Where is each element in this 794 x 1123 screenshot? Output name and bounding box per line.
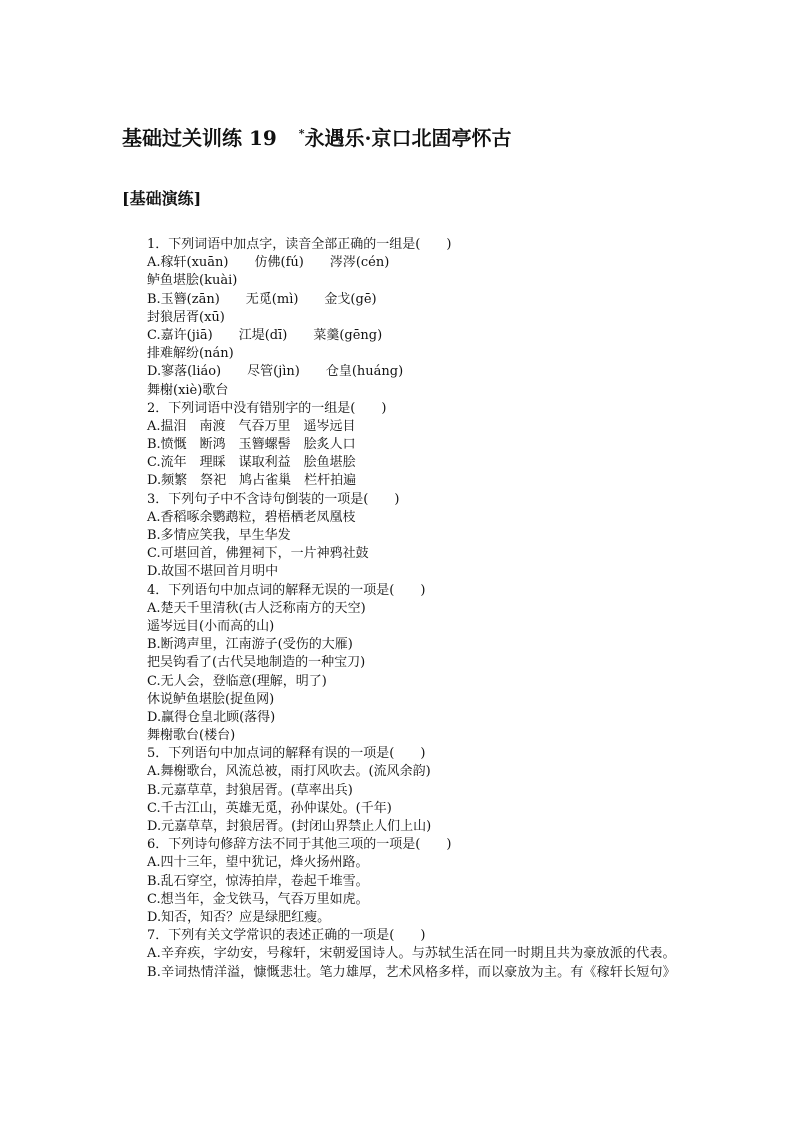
text-line: B.多情应笑我，早生华发 (147, 528, 291, 543)
text-line: 5．下列语句中加点词的解释有误的一项是( ) (147, 746, 426, 762)
page-title (122, 122, 512, 151)
text-line: A.揾泪 南渡 气吞万里 遥岑远目 (147, 418, 356, 434)
option-paragraph-b: B.辛词热情洋溢，慷慨悲壮。笔力雄厚，艺术风格多样，而以豪放为主。有《稼轩长短句》 (147, 964, 676, 980)
text-line: 2．下列词语中没有错别字的一组是( ) (147, 400, 387, 416)
text-line: 7．下列有关文学常识的表述正确的一项是( ) (147, 928, 426, 944)
text-line: 舞榭(xiè)歌台 (147, 382, 229, 398)
section-heading: [基础演练] (122, 189, 202, 208)
text-line: C.流年 理睬 谋取利益 脍鱼堪脍 (147, 455, 356, 471)
text-line: B.元嘉草草，封狼居胥。(草率出兵) (147, 782, 353, 798)
text-line: A.香稻啄余鹦鹉粒，碧梧栖老凤凰枝 (147, 509, 356, 525)
text-line: 遥岑远目(小而高的山) (147, 618, 275, 634)
text-line: D.知否，知否？应是绿肥红瘦。 (147, 909, 331, 925)
text-line: A.稼轩(xuān) 仿佛(fú) 涔涔(cén) (147, 255, 390, 271)
text-line: A.四十三年，望中犹记，烽火扬州路。 (147, 855, 369, 871)
text-line: 6．下列诗句修辞方法不同于其他三项的一项是( ) (147, 837, 452, 853)
text-line: 1．下列词语中加点字，读音全部正确的一组是( ) (147, 237, 452, 252)
title-main: 基础过关训练 19 (122, 126, 277, 150)
question-list (147, 236, 677, 982)
text-line: C.无人会，登临意(理解，明了) (147, 673, 327, 689)
text-line: C.千古江山，英雄无觅，孙仲谋处。(千年) (147, 800, 392, 816)
text-line: 排难解纷(nán) (147, 346, 234, 362)
title-poem: 永遇乐·京口北固亭怀古 (304, 126, 512, 150)
text-line: B.愤慨 断鸿 玉簪螺髻 脍炙人口 (147, 437, 356, 453)
text-line: D.元嘉草草，封狼居胥。(封闭山界禁止人们上山) (147, 819, 432, 834)
text-line: 把吴钩看了(古代吴地制造的一种宝刀) (147, 655, 366, 671)
option-paragraph-a: A.辛弃疾，字幼安，号稼轩，宋朝爱国诗人。与苏轼生活在同一时期且共为豪放派的代表。 (147, 946, 676, 962)
text-line: 3．下列句子中不含诗句倒装的一项是( ) (147, 491, 400, 507)
text-line: B.玉簪(zān) 无觅(mì) 金戈(gē) (147, 291, 377, 307)
text-line: C.想当年，金戈铁马，气吞万里如虎。 (147, 891, 369, 907)
text-line: D.频繁 祭祀 鸠占雀巢 栏杆拍遍 (147, 473, 357, 489)
text-line: A.楚天千里清秋(古人泛称南方的天空) (147, 600, 366, 616)
text-line: C.嘉许(jiā) 江堤(dī) 菜羹(gēng) (147, 327, 383, 343)
text-line: A.舞榭歌台，风流总被，雨打风吹去。(流风余韵) (147, 764, 431, 780)
text-line: D.寥落(liáo) 尽管(jìn) 仓皇(huáng) (147, 364, 404, 380)
text-line: 封狼居胥(xū) (147, 309, 225, 325)
text-line: B.断鸿声里，江南游子(受伤的大雁) (147, 637, 353, 653)
title-asterisk: * (298, 127, 305, 141)
text-line: 舞榭歌台(楼台) (147, 728, 236, 744)
text-line: C.可堪回首，佛狸祠下，一片神鸦社鼓 (147, 546, 369, 562)
text-line: D.故国不堪回首月明中 (147, 564, 279, 580)
text-line: B.乱石穿空，惊涛拍岸，卷起千堆雪。 (147, 873, 369, 889)
text-line: 鲈鱼堪脍(kuài) (147, 273, 238, 289)
text-line: D.赢得仓皇北顾(落得) (147, 709, 276, 725)
text-line: 休说鲈鱼堪脍(捉鱼网) (147, 691, 275, 707)
text-line: 4．下列语句中加点词的解释无误的一项是( ) (147, 582, 426, 598)
